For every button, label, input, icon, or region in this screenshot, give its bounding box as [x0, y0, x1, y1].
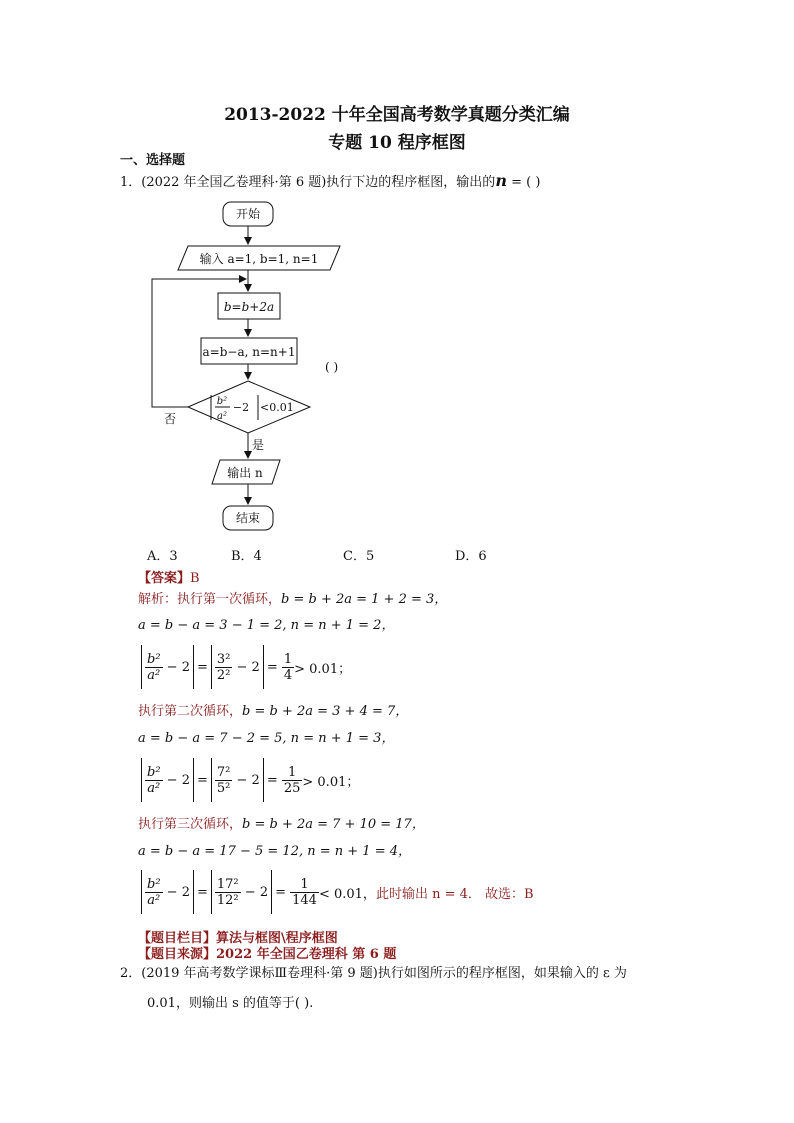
page-title: 2013-2022 十年全国高考数学真题分类汇编 [224, 105, 570, 125]
calc3-rnum: 1 [290, 877, 319, 893]
q2-line-1: 2．(2019 年高考数学课标Ⅲ卷理科·第 9 题)执行如图所示的程序框图，如果输入的 ε 为 [120, 966, 627, 981]
calc3-b2: b² [147, 876, 161, 892]
calc2-n1: 7² [216, 764, 231, 780]
flow-end-label: 结束 [235, 511, 261, 525]
option-c[interactable]: C．5 [343, 549, 375, 564]
calc1-tail: > 0.01； [294, 661, 352, 677]
flow-input-label: 输入 a=1, b=1, n=1 [199, 252, 319, 266]
analysis-line-5: a = b − a = 7 − 2 = 5, n = n + 1 = 3， [138, 731, 395, 746]
calc3-n1: 17² [216, 876, 239, 892]
flow-paren: ( ) [325, 360, 339, 374]
flow-cond-den: a² [217, 411, 227, 422]
option-a[interactable]: A．3 [147, 549, 178, 564]
topic-label: 【题目栏目】 [138, 931, 217, 946]
flow-cond-rest: −2 [232, 401, 250, 414]
analysis-line-1 [138, 591, 447, 609]
calc3-a2: a² [147, 892, 161, 908]
calc3-d1: 12² [216, 892, 239, 908]
calc3-rden: 144 [292, 892, 317, 908]
analysis-line-4 [138, 703, 408, 721]
option-d[interactable]: D．6 [455, 549, 487, 564]
flow-start-label: 开始 [235, 207, 261, 221]
topic-value: 算法与框图\程序框图 [216, 931, 338, 946]
q1-stem-text: 1．(2022 年全国乙卷理科·第 6 题)执行下边的程序框图，输出的 [120, 175, 496, 190]
calc2-d1: 5² [216, 780, 231, 796]
flow-output-label: 输出 n [227, 466, 263, 480]
flowchart [140, 195, 380, 540]
flow-no-label: 否 [164, 412, 177, 426]
answer-value: B [190, 571, 200, 586]
source-line [138, 946, 396, 964]
calc2-b2: b² [147, 764, 161, 780]
analysis-l7-math: b = b + 2a = 7 + 10 = 17， [242, 817, 425, 832]
calc3-end: 此时输出 n = 4． 故选：B [375, 886, 534, 902]
flow-step2-label: a=b−a, n=n+1 [202, 345, 296, 359]
analysis-line-2: a = b − a = 3 − 1 = 2, n = n + 1 = 2， [138, 618, 395, 633]
flow-cond-tail: <0.01 [260, 401, 294, 414]
q2-line-2: 0.01，则输出 s 的值等于( ). [147, 996, 314, 1011]
analysis-l1-math: b = b + 2a = 1 + 2 = 3， [281, 592, 448, 607]
calc1-d1: 2² [216, 667, 231, 683]
calc1-b2: b² [147, 651, 161, 667]
analysis-l4-math: b = b + 2a = 3 + 4 = 7， [242, 704, 409, 719]
calc2-tail: > 0.01； [302, 774, 360, 790]
analysis-l1-prefix: 解析：执行第一次循环， [138, 592, 282, 607]
answer-line [138, 570, 200, 588]
calc2-rden: 25 [283, 780, 301, 796]
calc3-tail: < 0.01， [318, 886, 376, 902]
calc1-a2: a² [147, 667, 161, 683]
analysis-l4-prefix: 执行第二次循环， [138, 704, 243, 719]
analysis-line-8: a = b − a = 17 − 5 = 12, n = n + 1 = 4， [138, 844, 411, 859]
option-b[interactable]: B．4 [231, 549, 262, 564]
calc2-a2: a² [147, 780, 161, 796]
source-value: 2022 年全国乙卷理科 第 6 题 [216, 947, 397, 962]
page-subtitle: 专题 10 程序框图 [328, 133, 466, 153]
analysis-line-7 [138, 816, 425, 834]
flow-cond-num: b² [216, 396, 228, 407]
calc1-rnum: 1 [283, 651, 293, 667]
q1-stem-tail: = ( ) [506, 175, 541, 190]
calc2-rnum: 1 [282, 765, 303, 781]
analysis-calc-3: $\frac{\text{b²}}{\text{a²}}$ − 2 = $\frac{\text{17²}}{\text{12²}}$ − 2 = $\frac{1}{144}$ < 0.01，此时输出 n = 4． 故选：B [138, 870, 534, 920]
analysis-calc-2: $\frac{\text{b²}}{\text{a²}}$ − 2 = $\frac{\text{7²}}{\text{5²}}$ − 2 = $\frac{1}{25}$ > 0.01； [138, 758, 359, 808]
source-label: 【题目来源】 [138, 947, 217, 962]
analysis-calc-1: $\frac{\text{b²}}{\text{a²}}$ − 2 = $\frac{\text{3²}}{\text{2²}}$ − 2 = $\frac{1}{4}$ > 0.01； [138, 645, 351, 695]
q1-stem-var: n [495, 171, 507, 190]
calc1-n1: 3² [216, 651, 231, 667]
calc1-rden: 4 [283, 667, 293, 683]
flow-step1-label: b=b+2a [223, 300, 275, 314]
analysis-l7-prefix: 执行第三次循环， [138, 817, 243, 832]
section-heading: 一、选择题 [120, 153, 186, 168]
q1-stem [120, 172, 540, 192]
answer-label: 【答案】 [138, 571, 191, 586]
flow-yes-label: 是 [252, 438, 265, 452]
